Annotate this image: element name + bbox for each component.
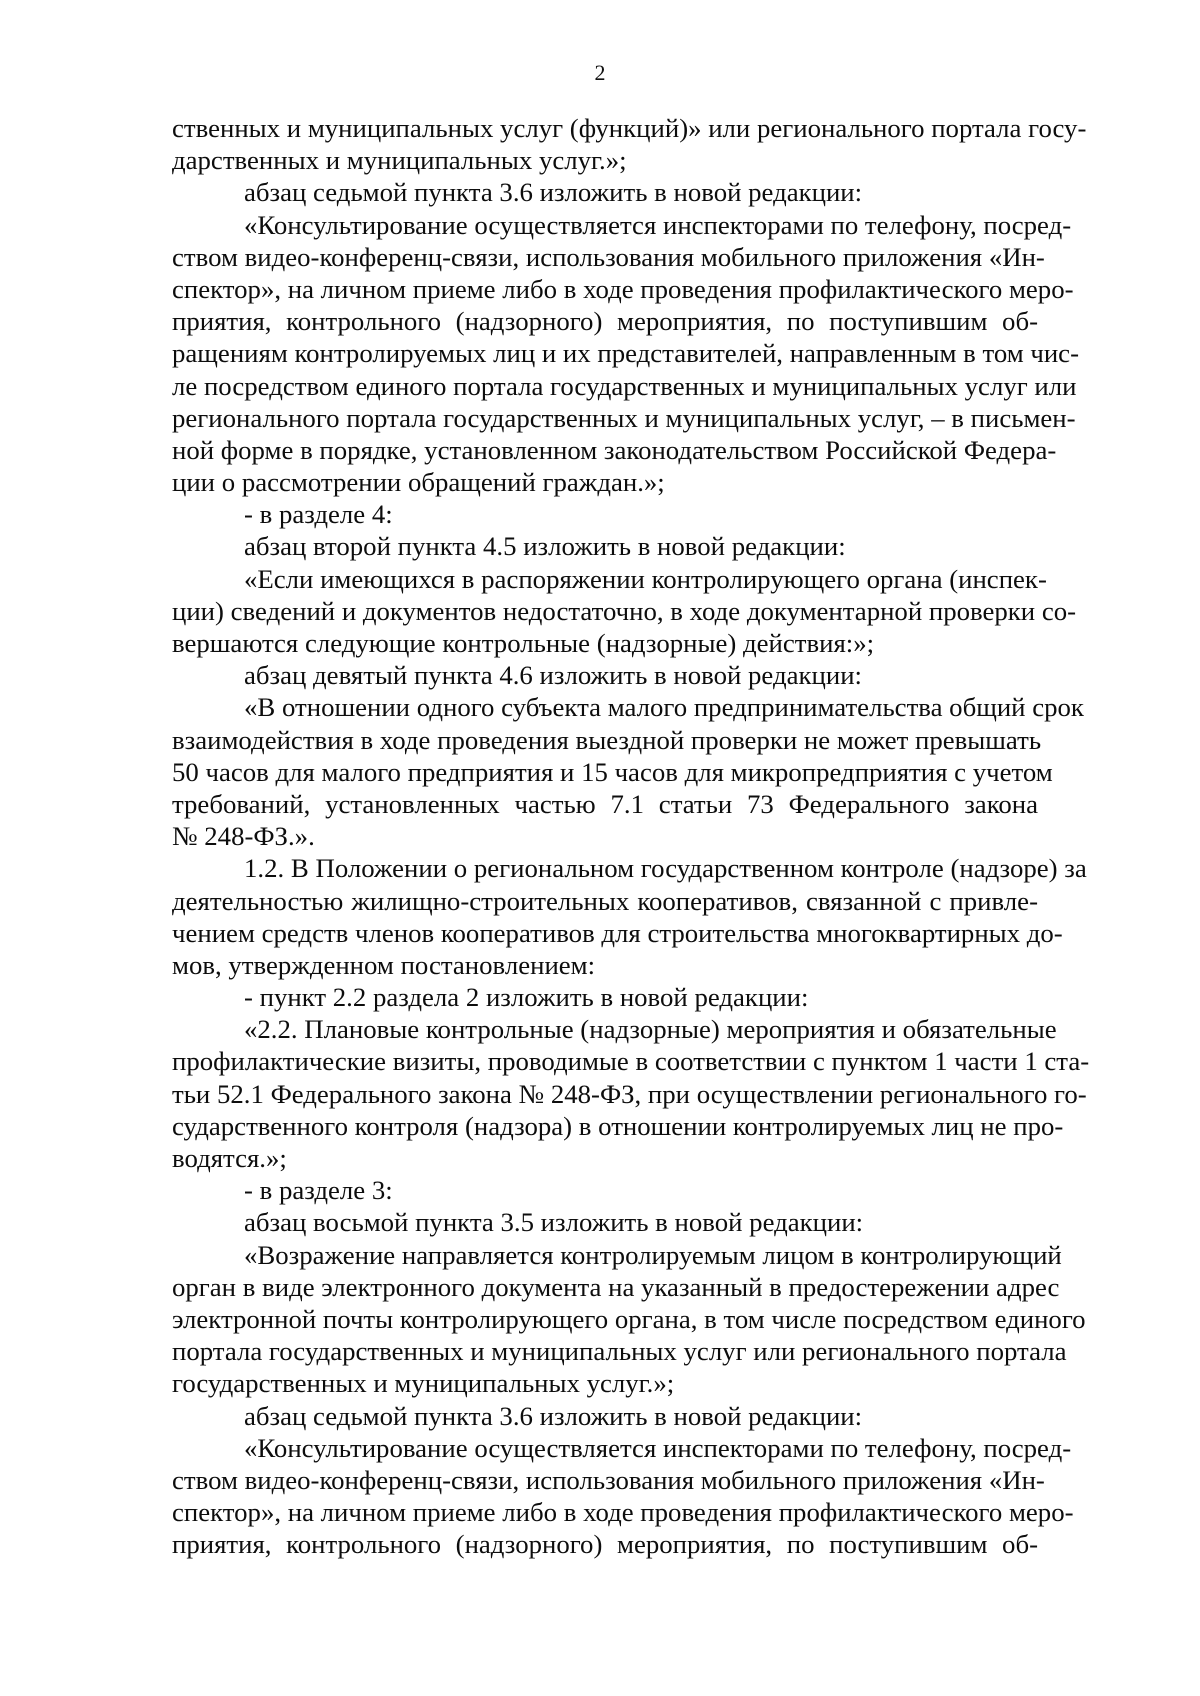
text-line: электронной почты контролирующего органа, в том числе посредством единого — [172, 1303, 1086, 1334]
text-line: «Консультирование осуществляется инспекторами по телефону, посред- — [244, 209, 1072, 240]
text-line: - в разделе 3: — [244, 1175, 393, 1206]
text-line: вершаются следующие контрольные (надзорные) действия:»; — [172, 628, 875, 658]
text-line: абзац второй пункта 4.5 изложить в новой редакции: — [244, 531, 846, 562]
text-line: абзац седьмой пункта 3.6 изложить в новой редакции: — [244, 1400, 863, 1431]
text-line: приятия, контрольного (надзорного) мероприятия, по поступившим об- — [172, 1529, 1038, 1560]
text-line: ращениям контролируемых лиц и их представителей, направленным в том чис- — [172, 338, 1079, 369]
text-line: спектор», на личном приеме либо в ходе проведения профилактического меро- — [172, 273, 1074, 304]
text-line: спектор», на личном приеме либо в ходе проведения профилактического меро- — [172, 1497, 1074, 1528]
page-number: 2 — [594, 60, 606, 85]
text-line: мов, утвержденном постановлением: — [172, 949, 596, 980]
document-body — [172, 112, 1090, 1560]
text-line: государственных и муниципальных услуг.»; — [172, 1368, 675, 1399]
text-line: ственных и муниципальных услуг (функций)» или регионального портала госу- — [172, 113, 1087, 143]
text-line: дарственных и муниципальных услуг.»; — [172, 145, 627, 176]
text-line: сударственного контроля (надзора) в отношении контролируемых лиц не про- — [172, 1110, 1064, 1141]
text-line: ством видео-конференц-связи, использования мобильного приложения «Ин- — [172, 241, 1045, 272]
text-line: орган в виде электронного документа на указанный в предостережении адрес — [172, 1271, 1060, 1302]
text-line: «2.2. Плановые контрольные (надзорные) мероприятия и обязательные — [244, 1014, 1057, 1045]
text-line: ции) сведений и документов недостаточно, в ходе документарной проверки со- — [172, 595, 1077, 626]
text-line: - в разделе 4: — [244, 499, 393, 530]
text-line: - пункт 2.2 раздела 2 изложить в новой редакции: — [244, 982, 809, 1013]
text-line: требований, установленных частью 7.1 статьи 73 Федерального закона — [172, 788, 1038, 819]
text-line: чением средств членов кооперативов для строительства многоквартирных до- — [172, 917, 1063, 948]
text-line: тьи 52.1 Федерального закона № 248-ФЗ, при осуществлении регионального го- — [172, 1078, 1087, 1109]
text-line: портала государственных и муниципальных услуг или регионального портала — [172, 1336, 1067, 1367]
text-line: ной форме в порядке, установленном законодательством Российской Федера- — [172, 434, 1057, 465]
text-line: абзац девятый пункта 4.6 изложить в новой редакции: — [244, 660, 862, 691]
text-line: «Консультирование осуществляется инспекторами по телефону, посред- — [244, 1432, 1072, 1463]
text-line: абзац седьмой пункта 3.6 изложить в новой редакции: — [244, 177, 863, 208]
text-line: «В отношении одного субъекта малого предпринимательства общий срок — [244, 692, 1084, 723]
text-line: регионального портала государственных и муниципальных услуг, – в письмен- — [172, 402, 1076, 433]
text-line: «Возражение направляется контролируемым лицом в контролирующий — [244, 1239, 1062, 1270]
text-line: деятельностью жилищно-строительных кооперативов, связанной с привле- — [172, 885, 1038, 916]
text-line: 50 часов для малого предприятия и 15 часов для микропредприятия с учетом — [172, 756, 1053, 787]
text-line: № 248-ФЗ.». — [172, 821, 315, 852]
text-line: ции о рассмотрении обращений граждан.»; — [172, 467, 665, 498]
text-line: ле посредством единого портала государственных и муниципальных услуг или — [172, 370, 1077, 401]
text-line: 1.2. В Положении о региональном государственном контроле (надзоре) за — [244, 853, 1087, 884]
text-line: водятся.»; — [172, 1143, 287, 1173]
text-line: ством видео-конференц-связи, использования мобильного приложения «Ин- — [172, 1464, 1045, 1495]
text-line: профилактические визиты, проводимые в соответствии с пунктом 1 части 1 ста- — [172, 1046, 1090, 1077]
text-line: абзац восьмой пункта 3.5 изложить в новой редакции: — [244, 1207, 864, 1238]
text-line: взаимодействия в ходе проведения выездной проверки не может превышать — [172, 724, 1042, 755]
text-line: приятия, контрольного (надзорного) мероприятия, по поступившим об- — [172, 306, 1038, 337]
text-line: «Если имеющихся в распоряжении контролирующего органа (инспек- — [244, 563, 1047, 594]
